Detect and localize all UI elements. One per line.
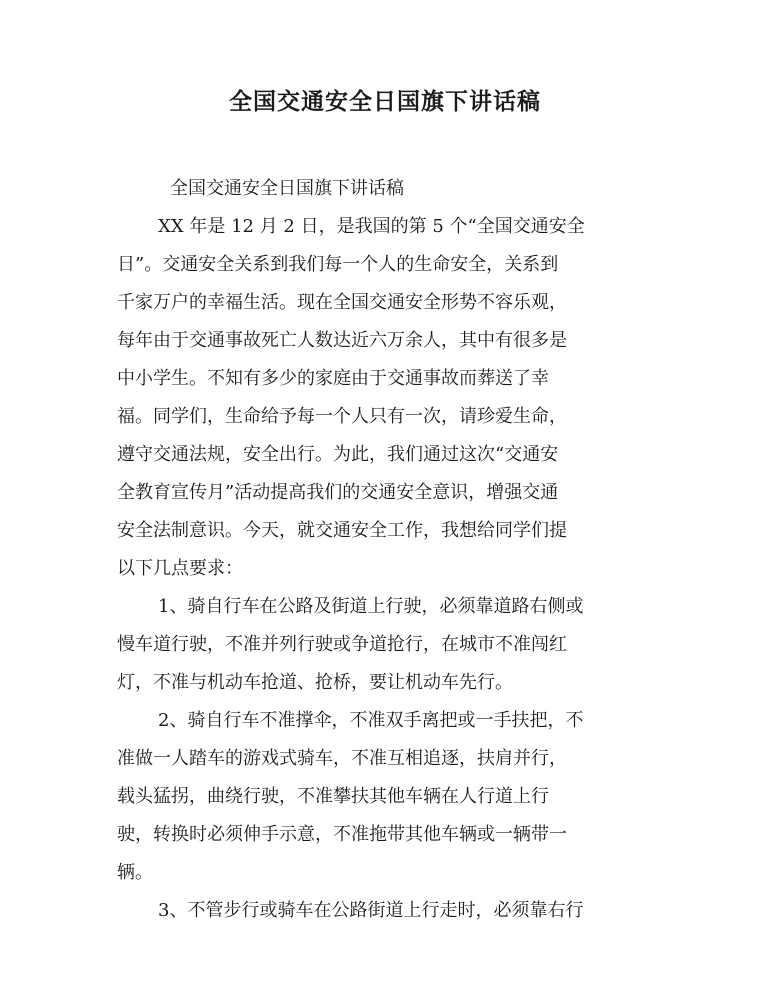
paragraph-line: 全教育宣传月”活动提高我们的交通安全意识，增强交通 <box>117 482 559 503</box>
paragraph-line: 驶，转换时必须伸手示意，不准拖带其他车辆或一辆带一 <box>117 824 567 845</box>
paragraph-line: 日”。交通安全关系到我们每一个人的生命安全，关系到 <box>117 254 559 275</box>
paragraph-line: 遵守交通法规，安全出行。为此，我们通过这次“交通安 <box>117 444 559 465</box>
paragraph-line: 载头猛拐，曲绕行驶，不准攀扶其他车辆在人行道上行 <box>117 786 549 807</box>
paragraph-line: 2、骑自行车不准撑伞，不准双手离把或一手扶把，不 <box>158 710 584 731</box>
document-title: 全国交通安全日国旗下讲话稿 <box>229 89 541 115</box>
paragraph-line: 辆。 <box>117 862 153 883</box>
paragraph-line: XX 年是 12 月 2 日，是我国的第 5 个“全国交通安全 <box>158 216 585 237</box>
paragraph-line: 千家万户的幸福生活。现在全国交通安全形势不容乐观， <box>117 292 567 313</box>
paragraph-line: 准做一人踏车的游戏式骑车，不准互相追逐，扶肩并行， <box>117 748 567 769</box>
paragraph-line: 每年由于交通事故死亡人数达近六万余人，其中有很多是 <box>117 330 567 351</box>
subtitle-line: 全国交通安全日国旗下讲话稿 <box>170 178 404 199</box>
paragraph-line: 安全法制意识。今天，就交通安全工作，我想给同学们提 <box>117 520 567 541</box>
paragraph-line: 中小学生。不知有多少的家庭由于交通事故而葬送了幸 <box>117 368 549 389</box>
paragraph-line: 3、不管步行或骑车在公路街道上行走时，必须靠右行 <box>158 900 584 921</box>
paragraph-line: 灯，不准与机动车抢道、抢桥，要让机动车先行。 <box>117 672 513 693</box>
paragraph-line: 慢车道行驶，不准并列行驶或争道抢行，在城市不准闯红 <box>117 634 567 655</box>
paragraph-line: 以下几点要求： <box>117 558 243 579</box>
paragraph-line: 1、骑自行车在公路及街道上行驶，必须靠道路右侧或 <box>158 596 584 617</box>
paragraph-line: 福。同学们，生命给予每一个人只有一次，请珍爱生命， <box>117 406 567 427</box>
